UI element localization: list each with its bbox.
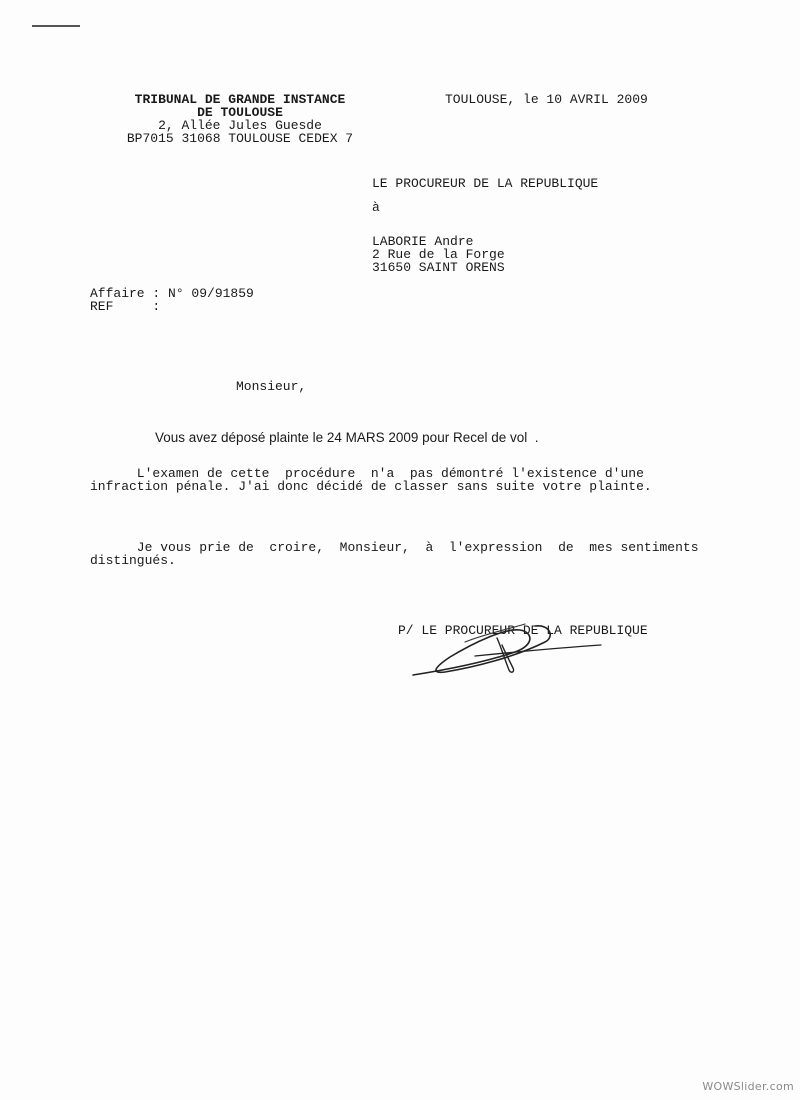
recipient-block	[372, 177, 598, 274]
body-paragraph-3-line-2: distingués.	[90, 553, 176, 568]
recipient-street: 2 Rue de la Forge	[372, 247, 505, 262]
handwritten-signature	[405, 612, 615, 687]
sender-street: 2, Allée Jules Guesde	[158, 118, 322, 133]
scan-mark	[32, 25, 80, 28]
signature-title: P/ LE PROCUREUR DE LA REPUBLIQUE	[398, 623, 648, 638]
body-paragraph-2-line-2: infraction pénale. J'ai donc décidé de classer sans suite votre plainte.	[90, 479, 652, 494]
body-paragraph-2	[90, 467, 740, 493]
body-paragraph-2-line-1: L'examen de cette procédure n'a pas démontré l'existence d'une	[90, 466, 644, 481]
ref-label: REF :	[90, 299, 161, 314]
letter-date: TOULOUSE, le 10 AVRIL 2009	[445, 92, 648, 107]
affaire-number: Affaire : N° 09/91859	[90, 286, 254, 301]
reference-block	[90, 287, 254, 313]
watermark: WOWSlider.com	[702, 1080, 794, 1093]
sender-court-city: DE TOULOUSE	[197, 105, 283, 120]
body-paragraph-1: Vous avez déposé plainte le 24 MARS 2009 pour Recel de vol .	[155, 430, 539, 445]
salutation: Monsieur,	[236, 379, 307, 394]
body-paragraph-3	[90, 541, 740, 567]
recipient-city: 31650 SAINT ORENS	[372, 260, 505, 275]
from-title: LE PROCUREUR DE LA REPUBLIQUE	[372, 176, 599, 191]
sender-address	[90, 93, 390, 145]
body-paragraph-3-line-1: Je vous prie de croire, Monsieur, à l'expression de mes sentiments	[90, 540, 699, 555]
sender-postal: BP7015 31068 TOULOUSE CEDEX 7	[126, 131, 354, 146]
recipient-name: LABORIE Andre	[372, 234, 474, 249]
sender-court-name: TRIBUNAL DE GRANDE INSTANCE	[134, 92, 346, 107]
to-word: à	[372, 200, 380, 215]
